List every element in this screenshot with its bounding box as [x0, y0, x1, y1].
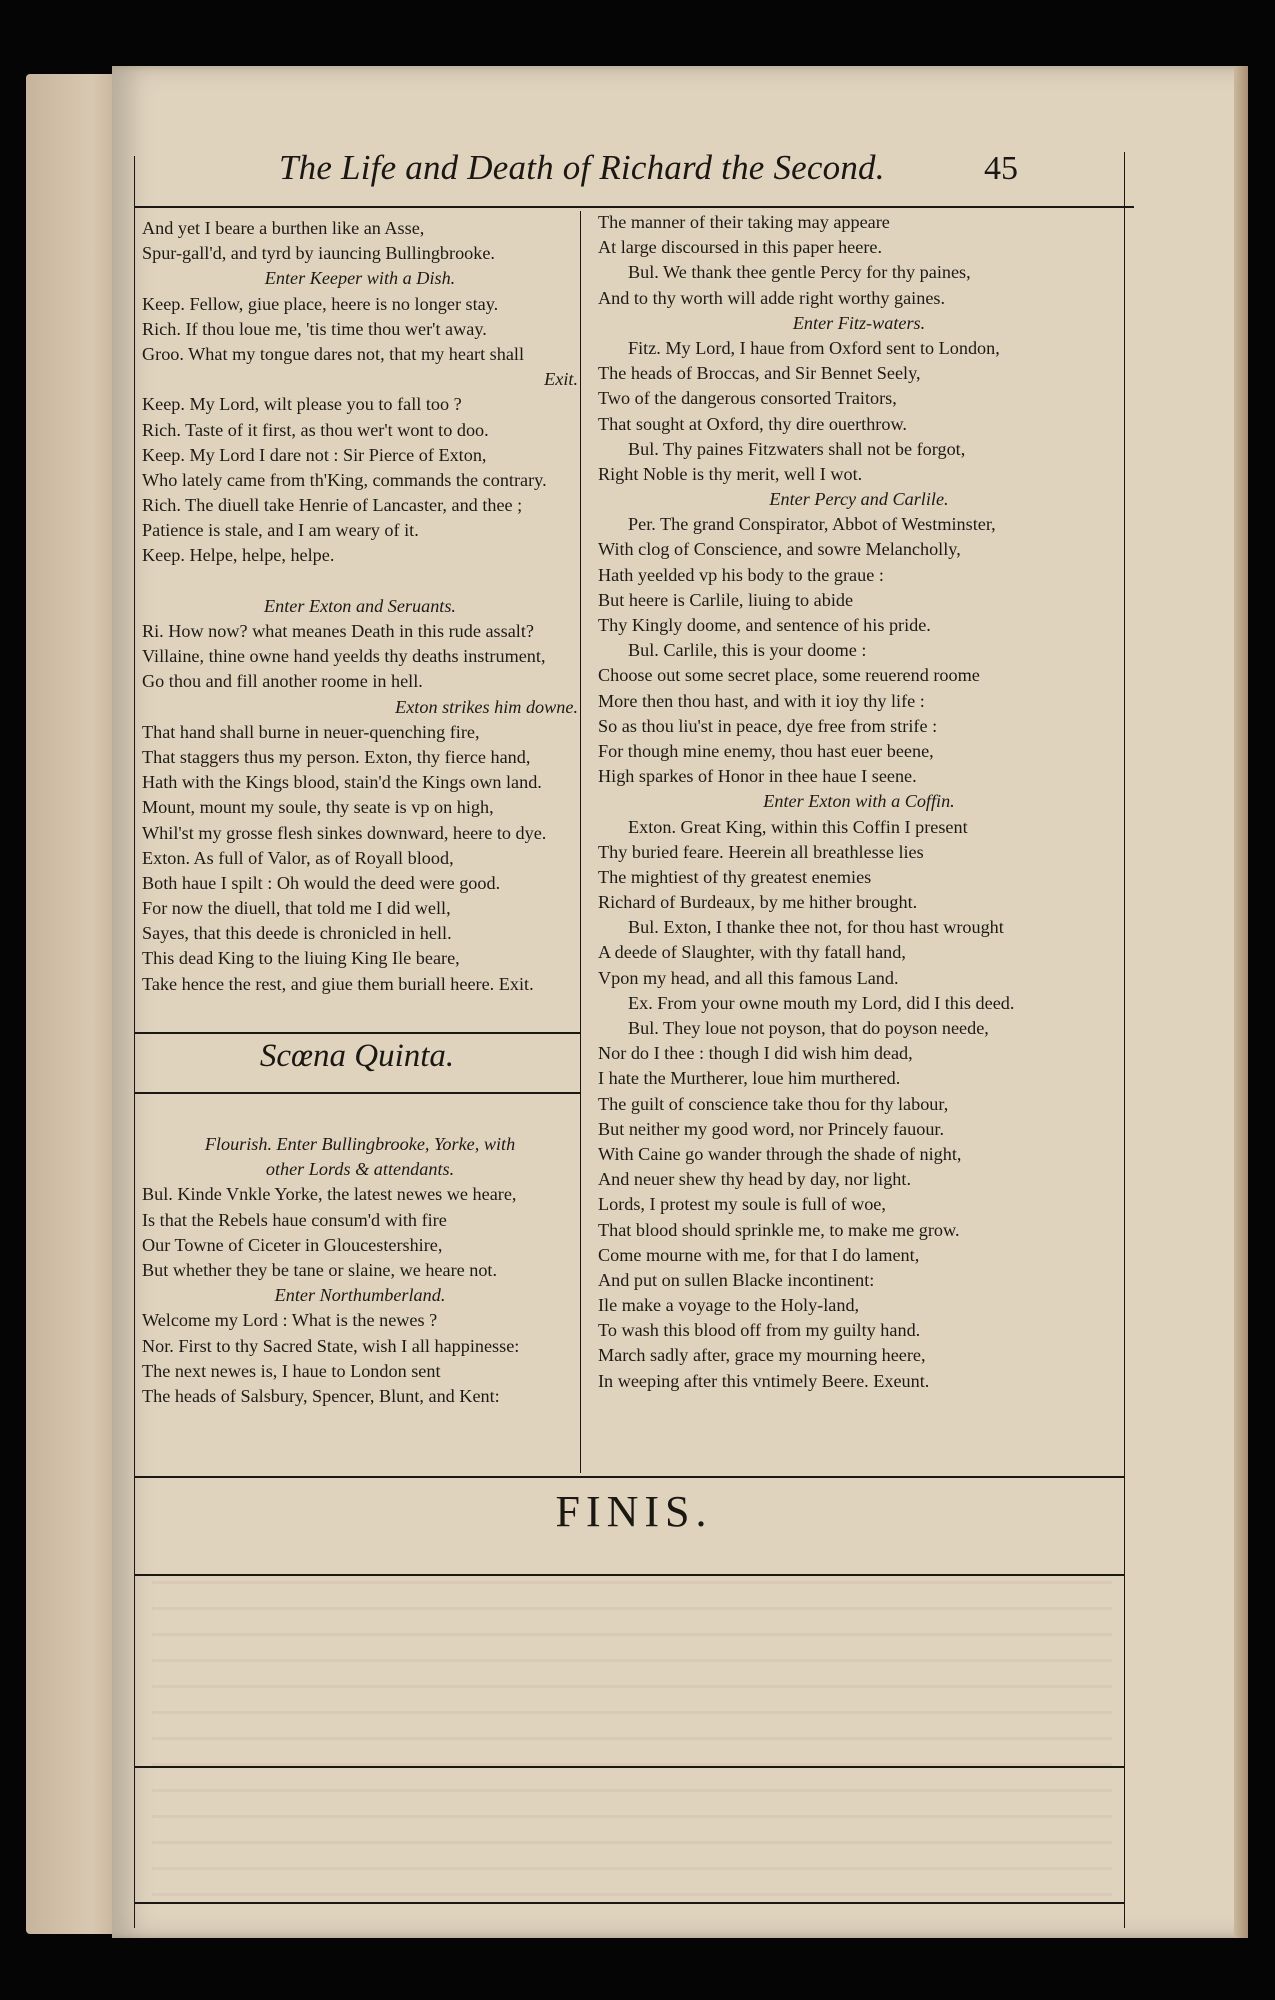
text-line: The heads of Broccas, and Sir Bennet Seely, [598, 363, 921, 384]
running-title: The Life and Death of Richard the Second. [279, 148, 885, 187]
text-line: Enter Keeper with a Dish. [264, 268, 456, 289]
scene-heading: Scœna Quinta. [259, 1038, 455, 1074]
text-line: Bul. They loue not poyson, that do poyson neede, [628, 1018, 989, 1038]
column-divider [580, 211, 581, 1473]
text-line: So as thou liu'st in peace, dye free from strife : [598, 715, 938, 736]
scene-rule-top [134, 1032, 580, 1034]
text-line: And yet I beare a burthen like an Asse, [142, 218, 425, 238]
text-line: Right Noble is thy merit, well I wot. [598, 463, 863, 484]
text-line: Flourish. Enter Bullingbrooke, Yorke, with [204, 1134, 516, 1154]
text-line: March sadly after, grace my mourning heere, [598, 1345, 926, 1366]
text-line: Keep. My Lord I dare not : Sir Pierce of Exton, [142, 444, 487, 465]
text-block-rule [134, 1476, 1124, 1478]
text-line: Ri. How now? what meanes Death in this rude assalt? [142, 621, 534, 641]
frame-right-rule [1124, 152, 1125, 1928]
text-line: A deede of Slaughter, with thy fatall hand, [598, 942, 906, 963]
text-line: Enter Exton with a Coffin. [763, 791, 955, 812]
text-line: Ile make a voyage to the Holy-land, [598, 1295, 860, 1316]
text-line: Enter Percy and Carlile. [769, 489, 949, 510]
text-line: For now the diuell, that told me I did well, [142, 898, 451, 919]
book-page [112, 66, 1248, 1938]
text-line: Vpon my head, and all this famous Land. [598, 967, 899, 988]
text-line: That sought at Oxford, thy dire ouerthrow. [598, 413, 907, 434]
text-line: Richard of Burdeaux, by me hither brought. [598, 892, 918, 913]
text-line: The heads of Salsbury, Spencer, Blunt, and Kent: [142, 1385, 500, 1406]
text-line: But heere is Carlile, liuing to abide [598, 589, 854, 610]
text-line: In weeping after this vntimely Beere. Exeunt. [598, 1370, 930, 1391]
header-rule [134, 206, 1134, 208]
text-line: Sayes, that this deede is chronicled in hell. [142, 923, 452, 944]
text-line: With clog of Conscience, and sowre Melancholly, [598, 539, 961, 560]
text-line: Exton. Great King, within this Coffin I present [628, 816, 968, 837]
text-line: Rich. The diuell take Henrie of Lancaster, and thee ; [142, 495, 523, 516]
text-line: The next newes is, I haue to London sent [142, 1360, 441, 1381]
text-line: Patience is stale, and I am weary of it. [142, 520, 419, 541]
left-column [142, 216, 578, 997]
text-line: Two of the dangerous consorted Traitors, [598, 388, 897, 409]
text-line: This dead King to the liuing King Ile beare, [142, 948, 460, 969]
text-line: I hate the Murtherer, loue him murthered. [598, 1068, 901, 1089]
text-line: Ex. From your owne mouth my Lord, did I this deed. [628, 992, 1015, 1013]
text-line: Bul. Exton, I thanke thee not, for thou hast wrought [628, 917, 1004, 938]
right-column [598, 210, 1120, 1394]
text-line: Enter Exton and Seruants. [264, 595, 456, 616]
text-line: Go thou and fill another roome in hell. [142, 671, 423, 692]
folio-number: 45 [984, 150, 1018, 187]
text-line: Rich. Taste of it first, as thou wer't wont to doo. [142, 419, 489, 440]
text-line: Mount, mount my soule, thy seate is vp on high, [142, 797, 494, 818]
text-line: Bul. Kinde Vnkle Yorke, the latest newes we heare, [142, 1184, 517, 1205]
finis-rule [134, 1574, 1124, 1576]
text-line: The guilt of conscience take thou for thy labour, [598, 1093, 949, 1114]
text-line: Rich. If thou loue me, 'tis time thou wer't away. [142, 318, 487, 339]
scene-rule-bottom [134, 1092, 580, 1094]
finis-text: FINIS. [555, 1487, 713, 1536]
text-line: Who lately came from th'King, commands the contrary. [142, 469, 547, 490]
text-line: Our Towne of Ciceter in Gloucestershire, [142, 1234, 443, 1255]
text-line: Hath yeelded vp his body to the graue : [598, 564, 884, 585]
text-line: With Caine go wander through the shade of night, [598, 1143, 962, 1164]
text-line: Fitz. My Lord, I haue from Oxford sent to London, [628, 337, 1000, 358]
text-line: At large discoursed in this paper heere. [598, 237, 883, 258]
text-line: Nor. First to thy Sacred State, wish I all happinesse: [142, 1335, 520, 1356]
text-line: Come mourne with me, for that I do lament, [598, 1244, 920, 1265]
text-line: Groo. What my tongue dares not, that my heart shall [142, 343, 525, 364]
text-line: Take hence the rest, and giue them buriall heere. Exit. [142, 973, 534, 994]
text-line: Enter Northumberland. [274, 1285, 446, 1306]
text-line: That staggers thus my person. Exton, thy fierce hand, [142, 746, 531, 767]
text-line: Enter Fitz-waters. [792, 312, 926, 333]
text-line: That hand shall burne in neuer-quenching fire, [142, 721, 480, 742]
text-line: Exton. As full of Valor, as of Royall blood, [142, 847, 454, 868]
text-line: Is that the Rebels haue consum'd with fire [142, 1209, 447, 1230]
text-line: Lords, I protest my soule is full of woe, [598, 1194, 886, 1215]
text-line: Welcome my Lord : What is the newes ? [142, 1310, 438, 1331]
text-line: The mightiest of thy greatest enemies [598, 866, 872, 887]
text-line: Spur-gall'd, and tyrd by iauncing Bullingbrooke. [142, 243, 495, 264]
text-line: Keep. My Lord, wilt please you to fall too ? [142, 394, 462, 415]
lower-rule-2 [134, 1902, 1124, 1904]
text-line: Hath with the Kings blood, stain'd the Kings own land. [142, 772, 542, 793]
text-line: Thy Kingly doome, and sentence of his pride. [598, 615, 931, 635]
text-line: Villaine, thine owne hand yeelds thy deaths instrument, [142, 646, 546, 667]
text-line: Exton strikes him downe. [395, 696, 578, 717]
text-line: For though mine enemy, thou hast euer beene, [598, 740, 934, 761]
text-line: Nor do I thee : though I did wish him dead, [598, 1043, 913, 1064]
text-line: Both haue I spilt : Oh would the deed were good. [142, 872, 501, 893]
text-line: And put on sullen Blacke incontinent: [598, 1269, 875, 1290]
text-line: More then thou hast, and with it ioy thy life : [598, 690, 925, 711]
text-line: Thy buried feare. Heerein all breathlesse lies [598, 841, 924, 862]
text-line: Whil'st my grosse flesh sinkes downward, heere to dye. [142, 822, 547, 843]
text-line: Choose out some secret place, some reuerend roome [598, 665, 980, 686]
text-line: Bul. We thank thee gentle Percy for thy paines, [628, 262, 971, 283]
page-header [134, 148, 1134, 202]
text-line: That blood should sprinkle me, to make me grow. [598, 1219, 960, 1240]
text-line: Per. The grand Conspirator, Abbot of Westminster, [628, 514, 996, 535]
text-line: Keep. Fellow, giue place, heere is no longer stay. [142, 293, 499, 314]
text-line: High sparkes of Honor in thee haue I seene. [598, 766, 917, 787]
text-line: other Lords & attendants. [265, 1159, 455, 1180]
text-line: Keep. Helpe, helpe, helpe. [142, 545, 335, 566]
left-column-scene [142, 1132, 578, 1409]
text-line: Bul. Thy paines Fitzwaters shall not be forgot, [628, 438, 966, 459]
text-line: Exit. [544, 369, 578, 390]
text-line: Bul. Carlile, this is your doome : [628, 640, 867, 661]
bleed-through-area [152, 1581, 1112, 1901]
text-line [142, 569, 578, 594]
page-edge [1234, 66, 1248, 1938]
text-line: But whether they be tane or slaine, we heare not. [142, 1259, 498, 1280]
text-line: And neuer shew thy head by day, nor light. [598, 1169, 911, 1190]
text-line: And to thy worth will adde right worthy gaines. [598, 287, 946, 308]
text-line: To wash this blood off from my guilty hand. [598, 1320, 921, 1341]
text-line: The manner of their taking may appeare [598, 212, 890, 232]
text-line: But neither my good word, nor Princely fauour. [598, 1118, 945, 1139]
